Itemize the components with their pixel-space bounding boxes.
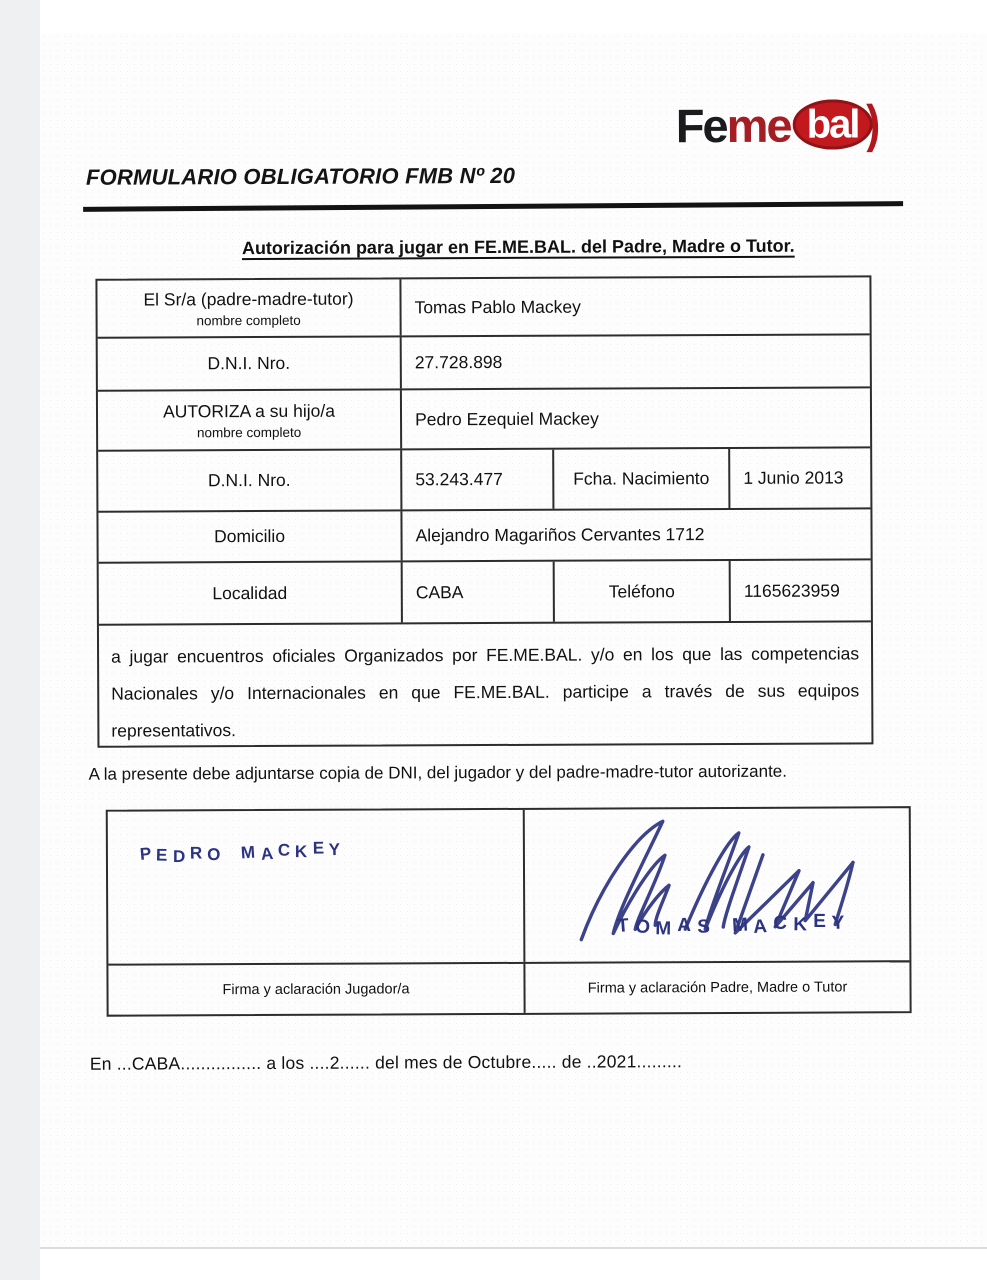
parent-name-sublabel: nombre completo [196, 312, 301, 328]
table-row-child-dni-birth [98, 446, 870, 510]
player-signature-label: Firma y aclaración Jugador/a [222, 980, 410, 998]
table-row-child-name [98, 386, 870, 449]
birthdate-value: 1 Junio 2013 [728, 448, 870, 508]
phone-value: 1165623959 [729, 560, 871, 621]
signature-row [108, 808, 910, 963]
title-divider-rule [83, 201, 903, 212]
authorization-heading: Autorización para jugar en FE.ME.BAL. del Padre, Madre o Tutor. [241, 235, 795, 259]
parent-name-label-cell [97, 279, 399, 336]
locality-value: CABA [401, 562, 553, 623]
signature-table [106, 806, 912, 1017]
logo-text-me: me [726, 98, 791, 152]
child-name-value: Pedro Ezequiel Mackey [400, 388, 870, 448]
address-value: Alejandro Magariños Cervantes 1712 [400, 509, 870, 560]
player-signature-cell [108, 810, 524, 964]
parent-dni-value: 27.728.898 [400, 335, 870, 388]
table-row-locality-phone [99, 558, 871, 623]
femebal-logo [675, 95, 880, 154]
player-handwritten-signature: PEDRO MACKEY [139, 838, 346, 867]
birthdate-label: Fcha. Nacimiento [552, 449, 728, 509]
table-row-parent-dni [98, 333, 870, 389]
parent-handwritten-name: TOMAS MACKEY [616, 910, 851, 940]
child-name-label-cell [98, 390, 400, 449]
form-title: FORMULARIO OBLIGATORIO FMB Nº 20 [85, 162, 516, 190]
address-label: Domicilio [214, 525, 286, 547]
logo-oval-icon [792, 99, 872, 149]
child-dni-label: D.N.I. Nro. [207, 469, 291, 491]
locality-label: Localidad [212, 582, 288, 603]
logo-text-fe: Fe [675, 98, 727, 152]
table-row-parent-name [97, 277, 869, 336]
signature-label-row [108, 960, 909, 1014]
table-row-address [98, 507, 870, 561]
place-date-line: En ...CABA................ a los ....2...... del mes de Octubre..... de ..2021......... [89, 1051, 683, 1074]
parent-dni-label: D.N.I. Nro. [207, 352, 291, 374]
parent-signature-cell [523, 808, 910, 962]
authorization-table [95, 275, 873, 747]
parent-name-label: El Sr/a (padre-madre-tutor) [143, 288, 354, 310]
attachment-note: A la presente debe adjuntarse copia de DNI, del jugador y del padre-madre-tutor autorizante. [88, 761, 787, 784]
phone-label: Teléfono [553, 561, 729, 622]
table-row-clause [99, 620, 872, 745]
authorization-clause: a jugar encuentros oficiales Organizados por FE.ME.BAL. y/o en los que las competencias Nacionales y/o Internacionales en que FE.ME.BAL. participe a través de sus equipos representativos. [111, 643, 860, 741]
child-name-sublabel: nombre completo [196, 424, 302, 440]
parent-name-value: Tomas Pablo Mackey [399, 277, 869, 335]
parent-signature-label: Firma y aclaración Padre, Madre o Tutor [523, 962, 909, 1013]
child-name-label: AUTORIZA a su hijo/a [163, 400, 335, 421]
logo-text-bal: bal [806, 102, 859, 147]
child-dni-value: 53.243.477 [400, 450, 552, 510]
logo-paren: ) [865, 95, 879, 154]
